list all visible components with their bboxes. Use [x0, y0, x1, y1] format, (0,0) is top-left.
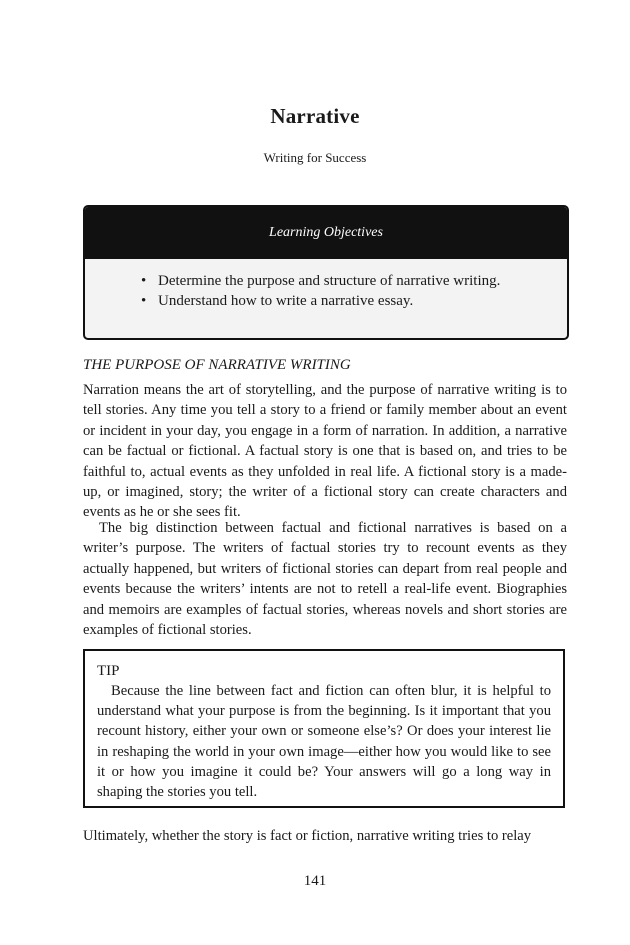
- closing-paragraph: Ultimately, whether the story is fact or fiction, narrative writing tries to relay: [83, 828, 532, 844]
- page-title: Narrative: [270, 104, 360, 128]
- body-paragraph: Narration means the art of storytelling, and the purpose of narrative writing is to tell stories. Any time you tell a story to a friend or family member about an event or incident in your day, you engage in a form of narration. In addition, a narrative can be factual or fictional. A factual story is one that is based on, and tries to be faithful to, actual events as they unfolded in real life. A fictional story is a made-up, or imagined, story; the writer of a fictional story can create characters and events as he or she sees fit.: [83, 382, 567, 521]
- learning-objectives-heading: Learning Objectives: [85, 207, 567, 259]
- objective-item: • Determine the purpose and structure of narrative writing.: [141, 271, 567, 291]
- tip-label: TIP: [97, 663, 120, 679]
- section-heading: THE PURPOSE OF NARRATIVE WRITING: [83, 357, 351, 373]
- page-number: 141: [303, 873, 327, 889]
- objective-item: • Understand how to write a narrative essay.: [141, 291, 567, 311]
- learning-objectives-list: [85, 259, 567, 311]
- page-subtitle: Writing for Success: [263, 150, 367, 165]
- tip-box: [83, 649, 565, 808]
- learning-objectives-box: [83, 205, 569, 340]
- tip-text: Because the line between fact and fiction can often blur, it is helpful to understand what your purpose is from the beginning. Is it important that you recount history, either your own or someone else’s? Or does your interest lie in reshaping the world in your own image—either how you would like to see it or how you imagine it could be? Your answers will go a long way in shaping the stories you tell.: [97, 683, 551, 801]
- body-paragraph-indented: [83, 518, 567, 640]
- body-paragraph-text: The big distinction between factual and fictional narratives is based on a writer’s purpose. The writers of factual stories try to recount events as they actually happened, but writers of fictional stories can depart from real people and events because the writers’ intents are not to retell a real-life event. Biographies and memoirs are examples of factual stories, whereas novels and short stories are examples of fictional stories.: [83, 520, 567, 639]
